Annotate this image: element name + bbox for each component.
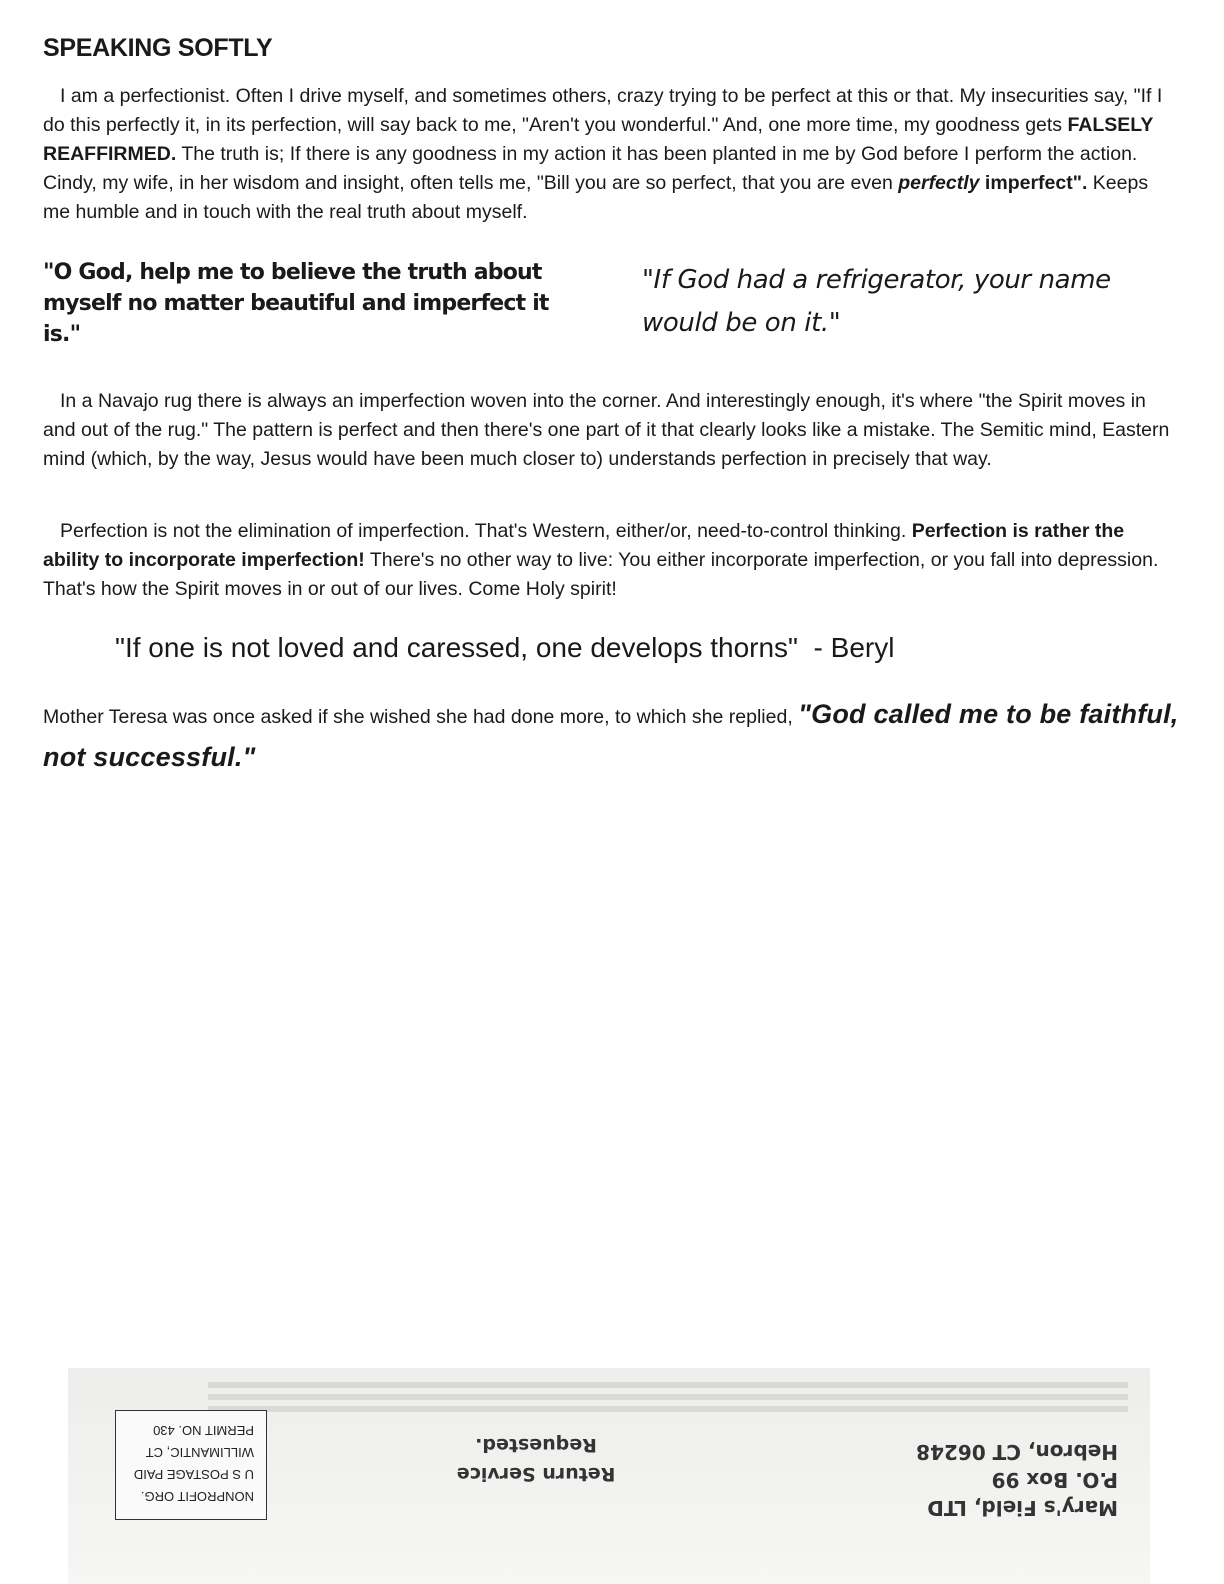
return-line: Return Service bbox=[456, 1463, 616, 1485]
teresa-intro: Mother Teresa was once asked if she wished she had done more, to which she replied, bbox=[43, 706, 799, 728]
permit-line: NONPROFIT ORG. bbox=[140, 1489, 254, 1504]
intro-paragraph bbox=[43, 82, 1178, 227]
page-title: SPEAKING SOFTLY bbox=[43, 34, 273, 62]
refrigerator-quote: "If God had a refrigerator, your name would be on it." bbox=[642, 265, 1111, 338]
teresa-quote: "God called me to be faithful, not successful." bbox=[43, 699, 1179, 772]
navajo-text: In a Navajo rug there is always an imperfection woven into the corner. And interestingly enough, it's where "the Spirit moves in and out of the rug." The pattern is perfect and then there's one part of it that clearly looks like a mistake. The Semitic mind, Eastern mind (which, by the way, Jesus would have been much closer to) understands perfection in precisely that way. bbox=[43, 390, 1170, 470]
prayer-quote: "O God, help me to believe the truth about myself no matter beautiful and imperfect it is." bbox=[43, 260, 549, 347]
intro-text-c: The truth is; If there is any goodness in my action it has been planted in me by God before I perform the action. Cindy, my wife, in her wisdom and insight, often tells me, "Bill you are so perfect, that you are even bbox=[43, 143, 1138, 194]
intro-text-a: I am a perfectionist. Often I drive myself, and sometimes others, crazy trying to be perfect at this or that. My insecurities say, "If I do this perfectly it, in its perfection, will say back to me, "Aren't you wonderful." And, one more time, my goodness gets bbox=[43, 85, 1163, 136]
return-service-notice bbox=[436, 1430, 636, 1488]
return-address bbox=[878, 1438, 1118, 1522]
intro-text-bold-2: imperfect". bbox=[979, 172, 1088, 194]
perfection-text-bold: Perfection is rather the ability to incorporate imperfection! bbox=[43, 520, 1125, 571]
mailing-panel bbox=[68, 1368, 1150, 1584]
perfection-paragraph bbox=[43, 517, 1178, 604]
intro-text-bold: FALSELY REAFFIRMED. bbox=[43, 114, 1154, 165]
postage-permit-box bbox=[115, 1410, 267, 1520]
address-line: Mary's Field, LTD bbox=[927, 1496, 1118, 1520]
intro-text-f: Keeps me humble and in touch with the real truth about myself. bbox=[43, 172, 1149, 223]
navajo-paragraph bbox=[43, 387, 1178, 474]
beryl-quote: "If one is not loved and caressed, one develops thorns" - Beryl bbox=[115, 632, 895, 663]
permit-line: WILLIMANTIC, CT bbox=[145, 1445, 254, 1460]
permit-line: PERMIT NO. 430 bbox=[153, 1423, 254, 1438]
bleed-through-text bbox=[208, 1382, 1128, 1418]
address-line: P.O. Box 99 bbox=[991, 1468, 1118, 1492]
permit-line: U S POSTAGE PAID bbox=[133, 1467, 254, 1482]
perfection-text-c: There's no other way to live: You either incorporate imperfection, or you fall into depression. That's how the Spirit moves in or out of our lives. Come Holy spirit! bbox=[43, 549, 1159, 600]
return-line: Requested. bbox=[475, 1434, 597, 1456]
teresa-paragraph bbox=[43, 694, 1183, 780]
address-line: Hebron, CT 06248 bbox=[916, 1440, 1118, 1464]
perfection-text-a: Perfection is not the elimination of imperfection. That's Western, either/or, need-to-control thinking. bbox=[60, 520, 912, 542]
intro-text-bolditalic: perfectly bbox=[898, 172, 980, 194]
